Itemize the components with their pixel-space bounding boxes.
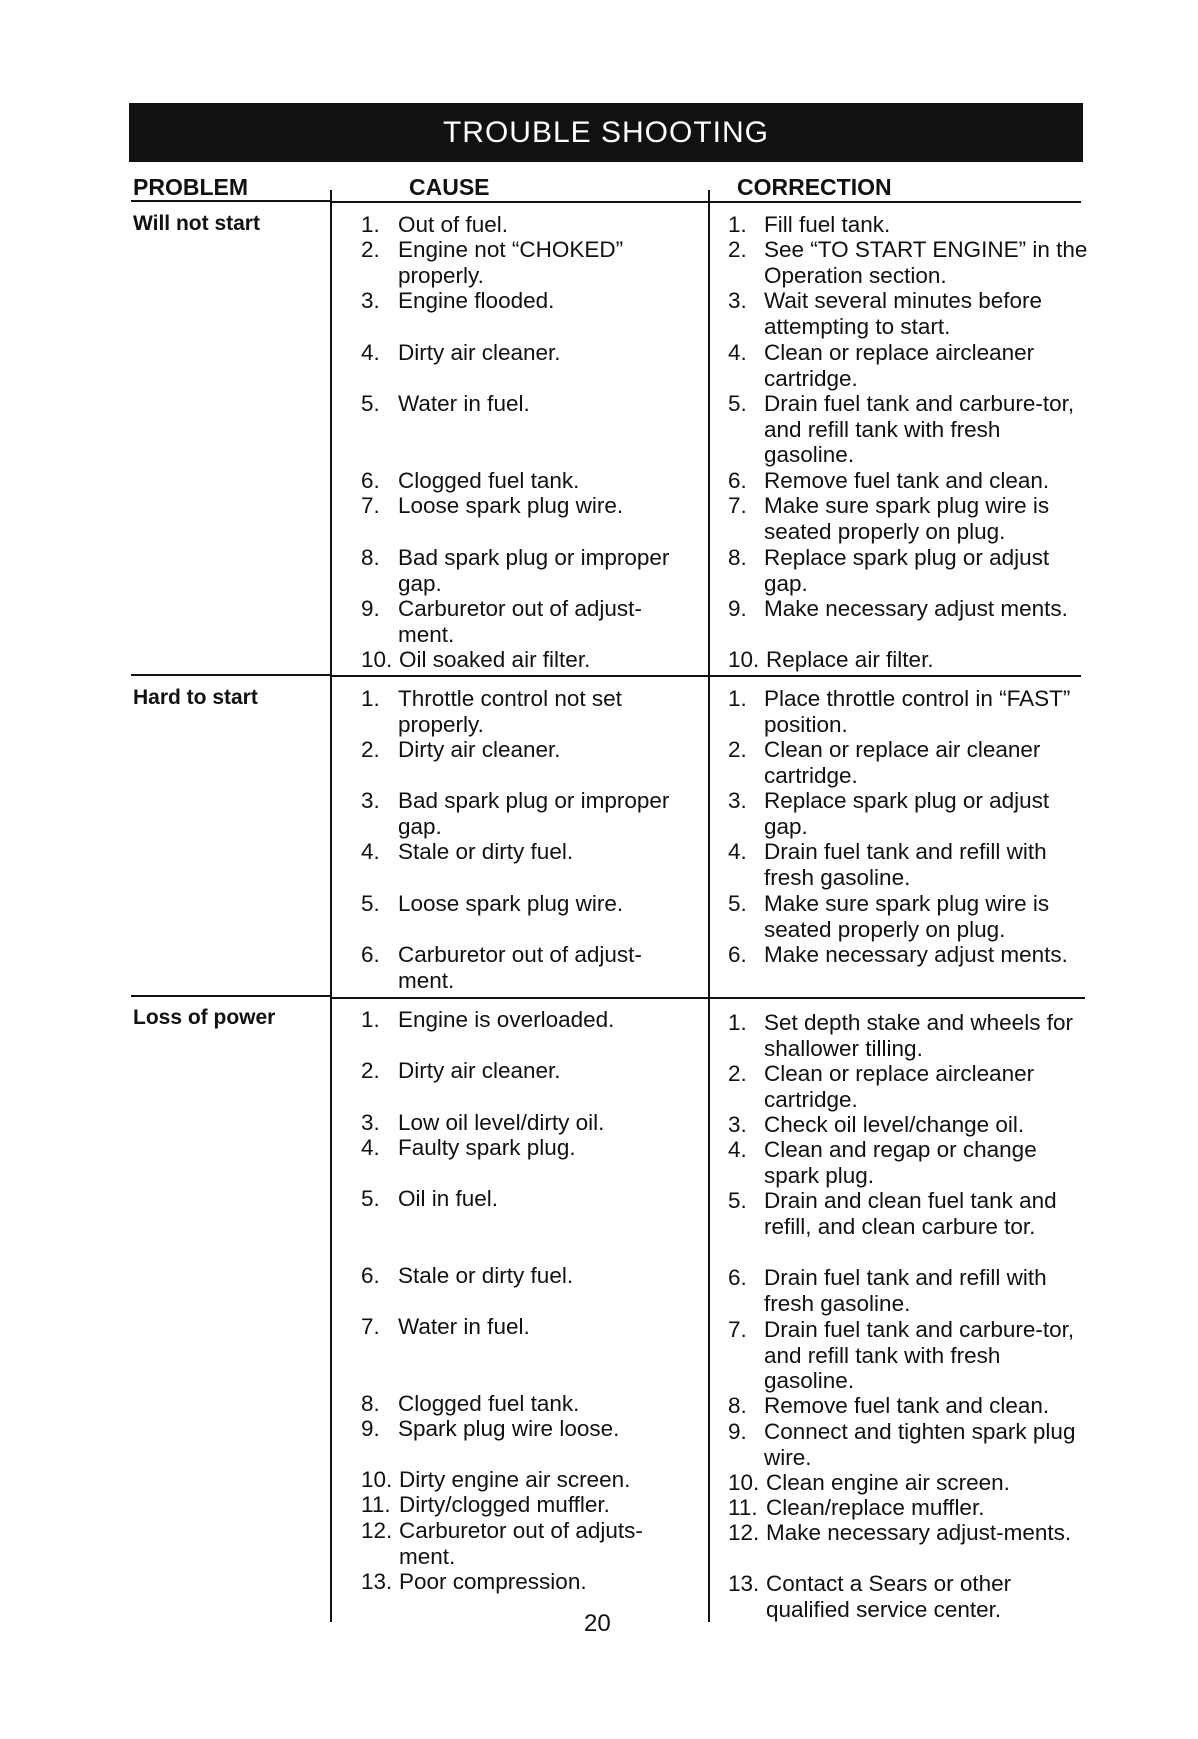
correction-text: Clean/replace muffler. bbox=[766, 1495, 985, 1520]
header-cause: CAUSE bbox=[409, 174, 490, 200]
correction-text: Make sure spark plug wire is seated properly on plug. bbox=[764, 493, 1050, 544]
cause-text: Dirty air cleaner. bbox=[398, 737, 561, 762]
correction-text: Make sure spark plug wire is seated properly on plug. bbox=[764, 891, 1050, 942]
header-underline-main bbox=[331, 201, 1081, 203]
correction-text: Replace air filter. bbox=[766, 647, 934, 672]
cause-text: Bad spark plug or improper gap. bbox=[398, 545, 670, 596]
cause-number: 6. bbox=[361, 942, 380, 967]
correction-text: Make necessary adjust ments. bbox=[764, 596, 1068, 621]
correction-text: Drain fuel tank and refill with fresh gasoline. bbox=[764, 839, 1047, 890]
correction-text: Remove fuel tank and clean. bbox=[764, 468, 1050, 493]
column-divider-left bbox=[330, 190, 332, 1622]
cause-text: Out of fuel. bbox=[398, 212, 509, 237]
cause-text: Spark plug wire loose. bbox=[398, 1416, 620, 1441]
page-number: 20 bbox=[584, 1610, 611, 1637]
correction-text: Drain fuel tank and carbure-tor, and refill tank with fresh gasoline. bbox=[764, 1317, 1075, 1393]
correction-number: 7. bbox=[728, 493, 747, 518]
correction-text: Drain fuel tank and refill with fresh gasoline. bbox=[764, 1265, 1047, 1316]
cause-text: Stale or dirty fuel. bbox=[398, 839, 574, 864]
correction-text: Drain fuel tank and carbure-tor, and refill tank with fresh gasoline. bbox=[764, 391, 1075, 467]
cause-text: Engine not “CHOKED” properly. bbox=[398, 237, 624, 288]
correction-text: Drain and clean fuel tank and refill, and clean carbure tor. bbox=[764, 1188, 1057, 1239]
cause-number: 4. bbox=[361, 839, 380, 864]
correction-number: 1. bbox=[728, 212, 747, 237]
correction-number: 9. bbox=[728, 596, 747, 621]
section-divider bbox=[331, 997, 1085, 999]
cause-number: 3. bbox=[361, 288, 380, 313]
correction-text: Replace spark plug or adjust gap. bbox=[764, 545, 1050, 596]
cause-number: 2. bbox=[361, 737, 380, 762]
cause-number: 9. bbox=[361, 1416, 380, 1441]
correction-number: 7. bbox=[728, 1317, 747, 1342]
cause-text: Loose spark plug wire. bbox=[398, 493, 624, 518]
correction-text: Make necessary adjust-ments. bbox=[766, 1520, 1072, 1545]
cause-number: 7. bbox=[361, 493, 380, 518]
cause-number: 4. bbox=[361, 1135, 380, 1160]
cause-number: 1. bbox=[361, 212, 380, 237]
cause-number: 7. bbox=[361, 1314, 380, 1339]
cause-number: 5. bbox=[361, 391, 380, 416]
cause-number: 10. bbox=[361, 647, 393, 672]
cause-text: Loose spark plug wire. bbox=[398, 891, 624, 916]
correction-number: 1. bbox=[728, 686, 747, 711]
correction-number: 13. bbox=[728, 1571, 760, 1596]
correction-number: 10. bbox=[728, 1470, 760, 1495]
cause-text: Poor compression. bbox=[399, 1569, 587, 1594]
correction-number: 5. bbox=[728, 891, 747, 916]
correction-text: Clean and regap or change spark plug. bbox=[764, 1137, 1037, 1188]
cause-text: Faulty spark plug. bbox=[398, 1135, 576, 1160]
cause-number: 4. bbox=[361, 340, 380, 365]
correction-text: Check oil level/change oil. bbox=[764, 1112, 1025, 1137]
cause-text: Stale or dirty fuel. bbox=[398, 1263, 574, 1288]
correction-text: Clean engine air screen. bbox=[766, 1470, 1010, 1495]
cause-number: 13. bbox=[361, 1569, 393, 1594]
cause-text: Throttle control not set properly. bbox=[398, 686, 622, 737]
header-correction: CORRECTION bbox=[737, 174, 892, 200]
problem-hard-to-start: Hard to start bbox=[133, 686, 258, 709]
cause-text: Dirty engine air screen. bbox=[399, 1467, 631, 1492]
cause-number: 3. bbox=[361, 788, 380, 813]
cause-text: Carburetor out of adjust-ment. bbox=[398, 596, 642, 647]
cause-number: 6. bbox=[361, 1263, 380, 1288]
cause-text: Bad spark plug or improper gap. bbox=[398, 788, 670, 839]
cause-number: 2. bbox=[361, 1058, 380, 1083]
correction-text: Fill fuel tank. bbox=[764, 212, 891, 237]
header-underline-problem bbox=[131, 200, 331, 202]
column-divider-right bbox=[708, 190, 710, 1622]
cause-text: Dirty air cleaner. bbox=[398, 1058, 561, 1083]
problem-will-not-start: Will not start bbox=[133, 212, 260, 235]
cause-text: Dirty/clogged muffler. bbox=[399, 1492, 610, 1517]
cause-number: 2. bbox=[361, 237, 380, 262]
cause-number: 1. bbox=[361, 1007, 380, 1032]
cause-number: 5. bbox=[361, 1186, 380, 1211]
cause-number: 9. bbox=[361, 596, 380, 621]
banner-title: TROUBLE SHOOTING bbox=[129, 103, 1083, 162]
correction-number: 11. bbox=[728, 1495, 758, 1520]
correction-text: Clean or replace air cleaner cartridge. bbox=[764, 737, 1041, 788]
cause-text: Oil soaked air filter. bbox=[399, 647, 591, 672]
correction-number: 8. bbox=[728, 545, 747, 570]
correction-number: 3. bbox=[728, 788, 747, 813]
correction-number: 3. bbox=[728, 1112, 747, 1137]
correction-number: 12. bbox=[728, 1520, 760, 1545]
cause-text: Dirty air cleaner. bbox=[398, 340, 561, 365]
correction-number: 5. bbox=[728, 391, 747, 416]
cause-text: Clogged fuel tank. bbox=[398, 1391, 580, 1416]
section-divider-problem bbox=[131, 995, 331, 997]
correction-text: See “TO START ENGINE” in the Operation section. bbox=[764, 237, 1088, 288]
correction-number: 4. bbox=[728, 839, 747, 864]
cause-text: Water in fuel. bbox=[398, 391, 530, 416]
correction-number: 4. bbox=[728, 1137, 747, 1162]
correction-text: Clean or replace aircleaner cartridge. bbox=[764, 340, 1035, 391]
cause-text: Carburetor out of adjust-ment. bbox=[398, 942, 642, 993]
cause-number: 3. bbox=[361, 1110, 380, 1135]
cause-number: 1. bbox=[361, 686, 380, 711]
cause-text: Oil in fuel. bbox=[398, 1186, 499, 1211]
cause-text: Engine flooded. bbox=[398, 288, 555, 313]
section-divider-problem bbox=[131, 674, 331, 676]
correction-number: 1. bbox=[728, 1010, 747, 1035]
cause-number: 6. bbox=[361, 468, 380, 493]
correction-text: Remove fuel tank and clean. bbox=[764, 1393, 1050, 1418]
cause-text: Water in fuel. bbox=[398, 1314, 530, 1339]
correction-number: 2. bbox=[728, 737, 747, 762]
section-divider bbox=[331, 675, 1081, 677]
cause-number: 8. bbox=[361, 545, 380, 570]
correction-text: Set depth stake and wheels for shallower tilling. bbox=[764, 1010, 1073, 1061]
correction-number: 2. bbox=[728, 1061, 747, 1086]
cause-text: Engine is overloaded. bbox=[398, 1007, 615, 1032]
cause-text: Carburetor out of adjuts-ment. bbox=[399, 1518, 643, 1569]
cause-text: Clogged fuel tank. bbox=[398, 468, 580, 493]
cause-number: 11. bbox=[361, 1492, 391, 1517]
header-problem: PROBLEM bbox=[133, 174, 248, 200]
correction-text: Wait several minutes before attempting to start. bbox=[764, 288, 1043, 339]
correction-number: 4. bbox=[728, 340, 747, 365]
correction-number: 10. bbox=[728, 647, 760, 672]
correction-text: Replace spark plug or adjust gap. bbox=[764, 788, 1050, 839]
cause-number: 5. bbox=[361, 891, 380, 916]
correction-number: 6. bbox=[728, 1265, 747, 1290]
cause-number: 8. bbox=[361, 1391, 380, 1416]
correction-text: Contact a Sears or other qualified service center. bbox=[766, 1571, 1012, 1622]
correction-number: 6. bbox=[728, 468, 747, 493]
correction-number: 5. bbox=[728, 1188, 747, 1213]
cause-number: 10. bbox=[361, 1467, 393, 1492]
correction-text: Place throttle control in “FAST” position. bbox=[764, 686, 1071, 737]
correction-number: 3. bbox=[728, 288, 747, 313]
correction-number: 6. bbox=[728, 942, 747, 967]
correction-text: Connect and tighten spark plug wire. bbox=[764, 1419, 1076, 1470]
correction-text: Make necessary adjust ments. bbox=[764, 942, 1068, 967]
correction-number: 9. bbox=[728, 1419, 747, 1444]
correction-text: Clean or replace aircleaner cartridge. bbox=[764, 1061, 1035, 1112]
correction-number: 2. bbox=[728, 237, 747, 262]
problem-loss-of-power: Loss of power bbox=[133, 1006, 276, 1029]
cause-text: Low oil level/dirty oil. bbox=[398, 1110, 605, 1135]
correction-number: 8. bbox=[728, 1393, 747, 1418]
cause-number: 12. bbox=[361, 1518, 393, 1543]
